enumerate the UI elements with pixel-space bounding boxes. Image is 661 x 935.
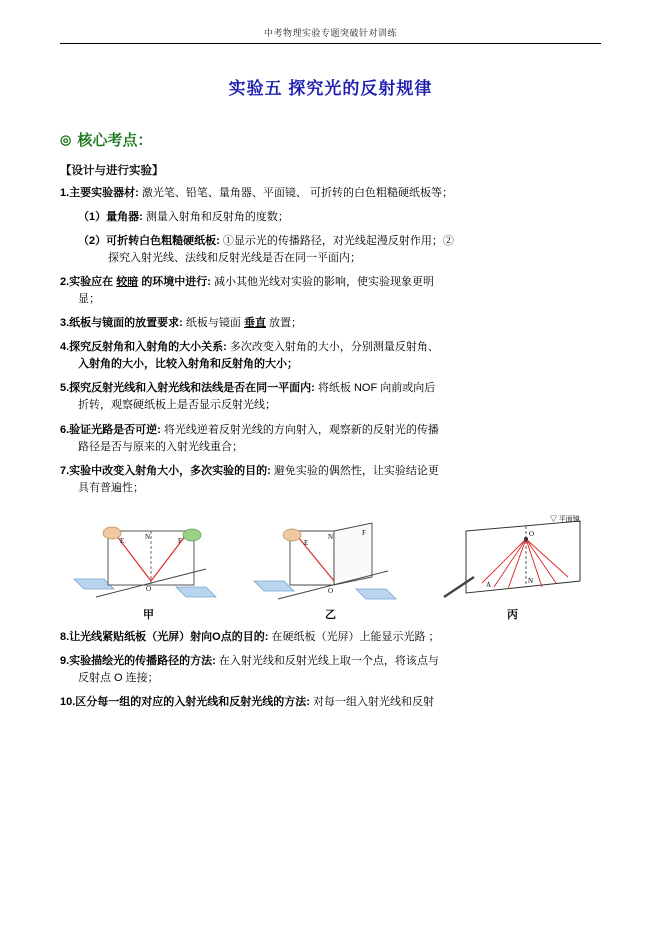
subsection-heading: 【设计与进行实验】 — [60, 165, 164, 177]
svg-text:O: O — [146, 584, 152, 593]
target-icon: ◎ — [60, 131, 72, 147]
header-divider — [60, 43, 601, 44]
item-label: （2）可折转白色粗糙硬纸板: — [78, 235, 220, 248]
list-item — [78, 233, 601, 267]
list-item — [60, 422, 601, 456]
item-text: 多次改变入射角的大小，分别测量反射角、 — [229, 341, 439, 354]
item-text: 纸板与镜面 — [185, 317, 241, 330]
figure-jia-image — [66, 509, 231, 604]
figure-yi-image — [248, 509, 413, 604]
item-label: 10.区分每一组的对应的入射光线和反射光线的方法: — [60, 695, 310, 708]
item-label: 2.实验应在 — [60, 276, 114, 289]
figure-caption: 乙 — [325, 608, 336, 621]
item-underline: 较暗 — [116, 276, 139, 289]
item-text: 将光线逆着反射光线的方向射入，观察新的反射光的传播 — [163, 423, 439, 436]
reflection-diagram-3 — [430, 509, 595, 604]
item-text: ①显示光的传播路径，对光线起漫反射作用；② — [222, 235, 454, 248]
item-label: 5.探究反射光线和入射光线和法线是否在同一平面内: — [60, 382, 315, 395]
item-label: 4.探究反射角和入射角的大小关系: — [60, 341, 227, 354]
section-heading — [60, 129, 601, 150]
item-text: 激光笔、铅笔、量角器、平面镜、 可折转的白色粗糙硬纸板等； — [141, 187, 453, 199]
item-label: 8.让光线紧贴纸板（光屏）射向O点的目的: — [60, 630, 269, 643]
figure-caption: 甲 — [143, 608, 154, 621]
item-text: 将纸板 NOF 向前或向后 — [317, 382, 436, 395]
figure-bing-image — [430, 509, 595, 604]
list-item — [60, 380, 601, 414]
page-title: 实验五 探究光的反射规律 — [228, 79, 433, 98]
figure-caption: 丙 — [507, 608, 518, 621]
list-item — [60, 463, 601, 497]
reflection-diagram-2 — [248, 509, 413, 604]
svg-text:F: F — [178, 536, 182, 545]
svg-text:A: A — [486, 580, 492, 589]
item-label: 1.主要实验器材: — [60, 187, 139, 199]
item-text: 避免实验的偶然性，让实验结论更 — [273, 464, 439, 477]
list-item — [60, 339, 601, 373]
item-text: 在硬纸板（光屏）上能显示光路 ； — [271, 630, 440, 643]
item-text-2: 显； — [78, 293, 100, 306]
svg-text:F: F — [362, 528, 366, 537]
item-text-2: 折转，观察硬纸板上是否显示反射光线； — [78, 399, 276, 412]
svg-text:N: N — [528, 576, 534, 585]
item-text-2: 入射角的大小，比较入射角和反射角的大小； — [78, 358, 298, 371]
reflection-diagram-1 — [66, 509, 231, 604]
item-text: 测量入射角和反射角的度数； — [145, 211, 289, 224]
svg-text:E: E — [120, 536, 125, 545]
item-label: 7.实验中改变入射角大小，多次实验的目的: — [60, 464, 271, 477]
list-item — [60, 274, 601, 308]
item-label: 9.实验描绘光的传播路径的方法: — [60, 654, 216, 667]
svg-text:▽ 平面镜: ▽ 平面镜 — [550, 514, 580, 523]
item-text-2: 路径是否与原来的入射光线重合； — [78, 440, 243, 453]
item-label: （1）量角器: — [78, 211, 143, 224]
list-item — [60, 185, 601, 202]
figure-bing — [430, 509, 595, 622]
running-title: 中考物理实验专题突破针对训练 — [263, 28, 397, 38]
list-item — [60, 629, 601, 646]
item-underline: 垂直 — [243, 317, 266, 330]
section-heading-label: 核心考点： — [77, 132, 153, 149]
figure-jia — [66, 509, 231, 622]
list-item — [78, 209, 601, 226]
svg-text:N: N — [145, 532, 151, 541]
item-label: 6.验证光路是否可逆: — [60, 423, 161, 436]
item-text-after: 放置； — [269, 317, 303, 330]
item-text: 在入射光线和反射光线上取一个点，将该点与 — [218, 654, 439, 667]
list-item — [60, 653, 601, 687]
item-label-after: 的环境中进行: — [141, 276, 211, 289]
figure-group — [60, 509, 601, 622]
item-text-2: 具有普遍性； — [78, 481, 144, 494]
item-text: 减小其他光线对实验的影响，使实验现象更明 — [214, 276, 435, 289]
svg-text:N: N — [328, 532, 334, 541]
item-text-2: 反射点 O 连接； — [78, 671, 159, 684]
svg-text:O: O — [328, 586, 334, 595]
page-header — [60, 0, 601, 44]
svg-text:O: O — [529, 529, 535, 538]
item-label: 3.纸板与镜面的放置要求: — [60, 317, 183, 330]
list-item — [60, 694, 601, 711]
svg-text:E: E — [304, 538, 309, 547]
figure-yi — [248, 509, 413, 622]
list-item — [60, 315, 601, 332]
item-text-2: 探究入射光线、法线和反射光线是否在同一平面内； — [108, 252, 361, 265]
item-text: 对每一组入射光线和反射 — [313, 695, 435, 708]
